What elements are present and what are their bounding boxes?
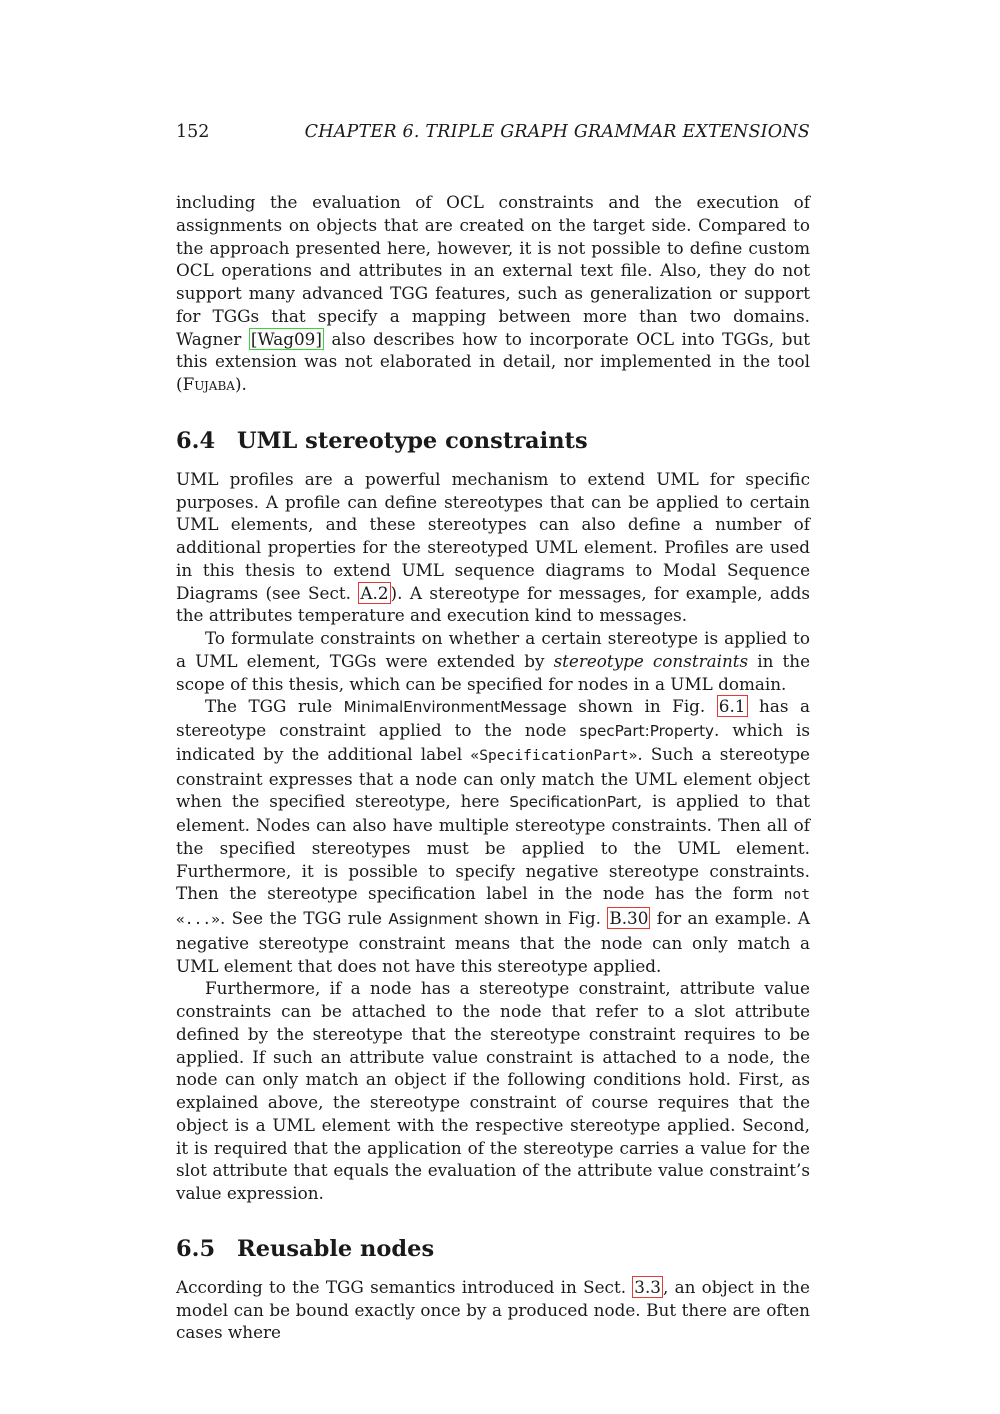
paragraph-tgg-rule-example: The TGG rule MinimalEnvironmentMessage shown in Fig. 6.1 has a stereotype constraint applied to the node specPart:Property. which is indicated by the additional label «SpecificationPart». Such a stereotype constraint expresses that a node can only match the UML element object when the specified stereotype, here SpecificationPart, is applied to that element. Nodes can also have multiple stereotype constraints. Then all of the specified stereotypes must be applied to the UML element. Furthermore, it is possible to specify negative stereotype constraints. Then the stereotype specification label in the node has the form not «...». See the TGG rule Assignment shown in Fig. B.30 for an example. A negative stereotype constraint means that the node can only match a UML element that does not have this stereotype applied. — [176, 696, 811, 976]
stereotype-name: SpecificationPart — [509, 793, 637, 812]
rule-name-assignment: Assignment — [388, 910, 478, 928]
emphasis-term: stereotype constraints — [553, 650, 749, 671]
section-link-3-3[interactable]: 3.3 — [634, 1276, 661, 1297]
figure-link-6-1[interactable]: 6.1 — [718, 696, 746, 717]
tool-name: Fujaba — [182, 374, 235, 394]
page-number: 152 — [176, 122, 210, 142]
page-header — [176, 120, 810, 144]
paragraph-stereotype-constraints: To formulate constraints on whether a certain stereotype is applied to a UML element, TGGs were extended by stereotype constraints in the scope of this thesis, which can be specified for nodes in a UML domain. — [176, 628, 811, 694]
section-heading-6-5 — [176, 1234, 810, 1264]
section-title: Reusable nodes — [237, 1235, 435, 1262]
paragraph-reusable-nodes: According to the TGG semantics introduced in Sect. 3.3 , an object in the model can be bound exactly once by a produced node. But there are often cases where — [176, 1276, 810, 1343]
stereotype-label: «SpecificationPart» — [470, 746, 638, 764]
rule-name: MinimalEnvironmentMessage — [343, 698, 567, 717]
figure-link-b-30[interactable]: B.30 — [609, 908, 649, 928]
section-title: UML stereotype constraints — [237, 427, 588, 454]
node-name: specPart:Property — [579, 722, 715, 740]
page-body — [176, 191, 810, 1344]
section-link-a2[interactable]: A.2 — [360, 582, 389, 603]
paragraph-attribute-constraints: Furthermore, if a node has a stereotype constraint, attribute value constraints can be attached to the node that refer to a slot attribute defined by the stereotype that the stereotype constraint requires to be applied. If such an attribute value constraint is attached to a node, the node can only match an object if the following conditions hold. First, as explained above, the stereotype constraint of course requires that the object is a UML element with the respective stereotype applied. Second, it is required that the application of the stereotype carries a value for the slot attribute that equals the evaluation of the attribute value constraint’s value expression. — [176, 978, 810, 1203]
section-number: 6.4 — [176, 427, 216, 454]
negative-label-form: not «...» — [176, 886, 810, 928]
section-number: 6.5 — [176, 1235, 216, 1262]
section-heading-6-4 — [176, 426, 810, 456]
paragraph-uml-profiles: UML profiles are a powerful mechanism to extend UML for specific purposes. A profile can define stereotypes that can be applied to certain UML elements, and these stereotypes can also define a number of additional properties for the stereotyped UML element. Profiles are used in this thesis to extend UML sequence diagrams to Modal Sequence Diagrams (see Sect. A.2 ). A stereotype for messages, for example, adds the attributes temperature and execution kind to messages. — [176, 468, 811, 626]
intro-paragraph: including the evaluation of OCL constraints and the execution of assignments on objects that are created on the target side. Compared to the approach presented here, however, it is not possible to define custom OCL operations and attributes in an external text file. Also, they do not support many advanced TGG features, such as generalization or support for TGGs that specify a mapping between more than two domains. Wagner [Wag09] also describes how to incorporate OCL into TGGs, but this extension was not elaborated in detail, nor implemented in the tool (Fujaba). — [176, 192, 810, 394]
running-title: CHAPTER 6. TRIPLE GRAPH GRAMMAR EXTENSIONS — [304, 122, 810, 142]
citation-link-wag09[interactable]: [Wag09] — [250, 328, 322, 349]
